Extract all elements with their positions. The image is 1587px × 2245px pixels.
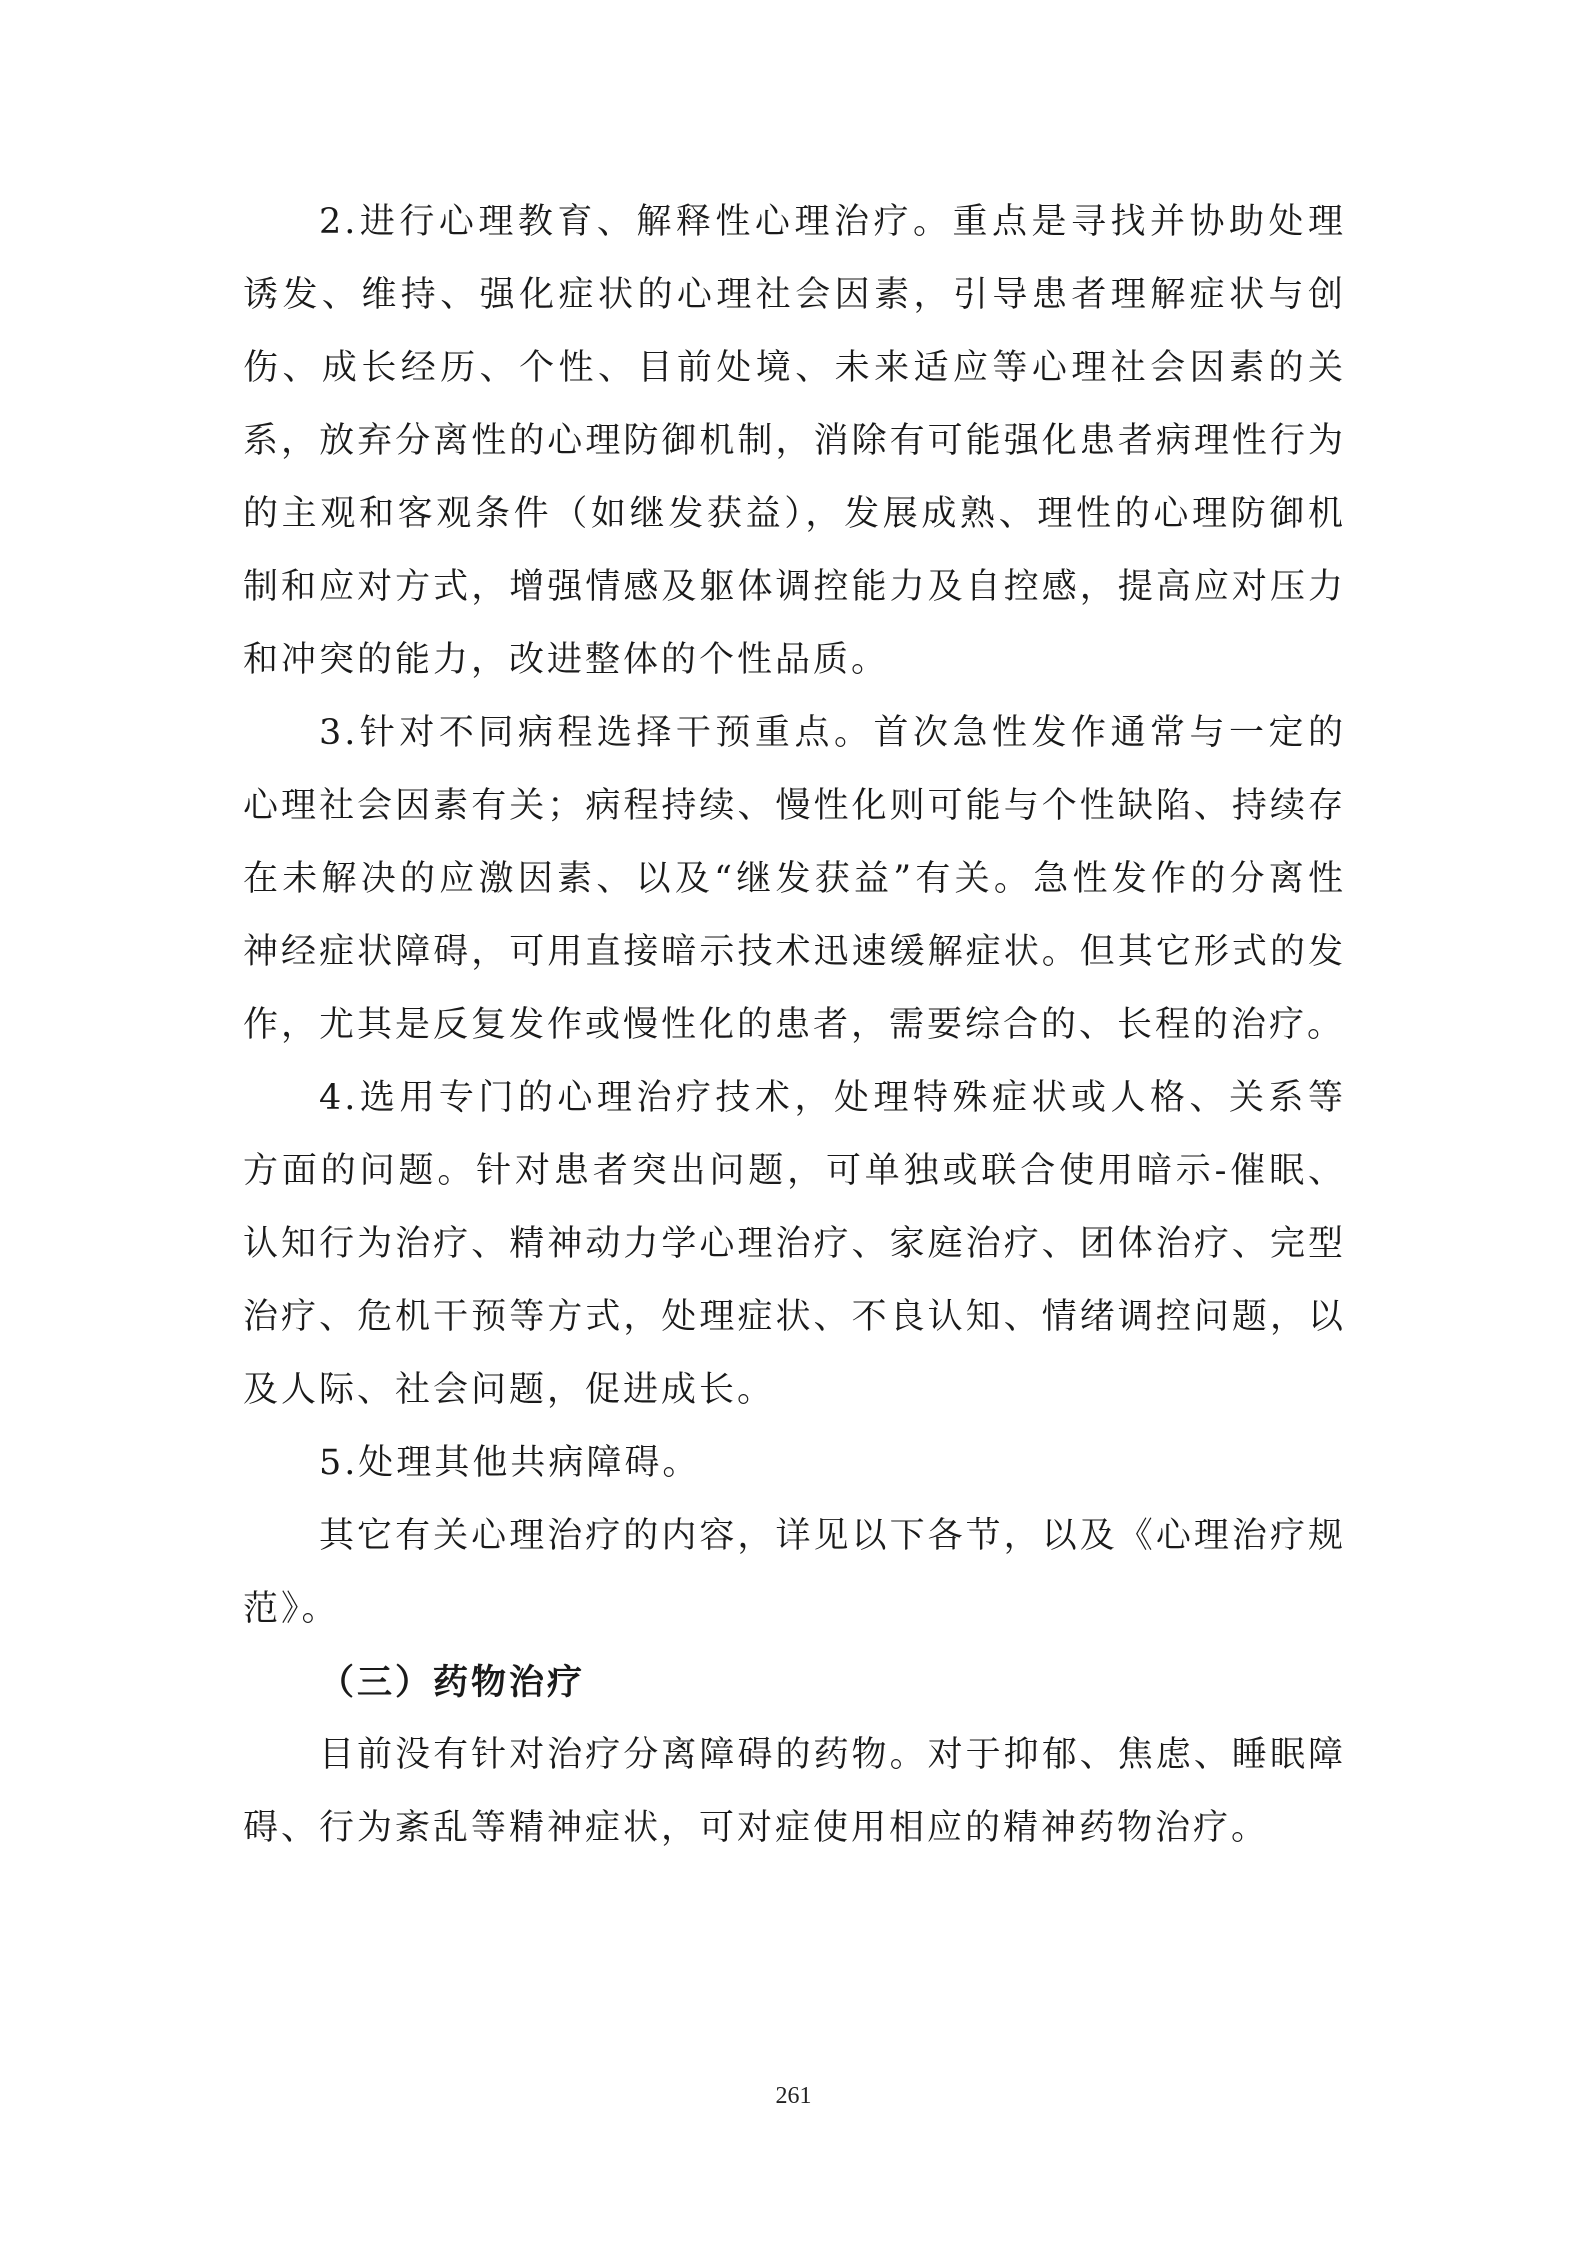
paragraph-item-5: 5.处理其他共病障碍。 [319,1443,701,1483]
paragraph-drug-therapy: 目前没有针对治疗分离障碍的药物。对于抑郁、焦虑、睡眠障碍、行为紊乱等精神症状，可对症使用相应的精神药物治疗。 [243,1735,1346,1848]
paragraph-item-3: 3.针对不同病程选择干预重点。首次急性发作通常与一定的心理社会因素有关；病程持续、慢性化则可能与个性缺陷、持续存在未解决的应激因素、以及“继发获益”有关。急性发作的分离性神经症状障碍，可用直接暗示技术迅速缓解症状。但其它形式的发作，尤其是反复发作或慢性化的患者，需要综合的、长程的治疗。 [243,713,1346,1045]
paragraph-item-2: 2.进行心理教育、解释性心理治疗。重点是寻找并协助处理诱发、维持、强化症状的心理社会因素，引导患者理解症状与创伤、成长经历、个性、目前处境、未来适应等心理社会因素的关系，放弃分离性的心理防御机制，消除有可能强化患者病理性行为的主观和客观条件（如继发获益），发展成熟、理性的心理防御机制和应对方式，增强情感及躯体调控能力及自控感，提高应对压力和冲突的能力，改进整体的个性品质。 [243,202,1346,680]
section-heading: （三）药物治疗 [319,1662,586,1703]
paragraph-item-4: 4.选用专门的心理治疗技术，处理特殊症状或人格、关系等方面的问题。针对患者突出问题，可单独或联合使用暗示-催眠、认知行为治疗、精神动力学心理治疗、家庭治疗、团体治疗、完型治疗、危机干预等方式，处理症状、不良认知、情绪调控问题，以及人际、社会问题，促进成长。 [243,1078,1346,1410]
page-number: 261 [775,2083,812,2109]
paragraph-reference: 其它有关心理治疗的内容，详见以下各节，以及《心理治疗规范》。 [243,1516,1346,1629]
document-body [243,186,1346,1865]
